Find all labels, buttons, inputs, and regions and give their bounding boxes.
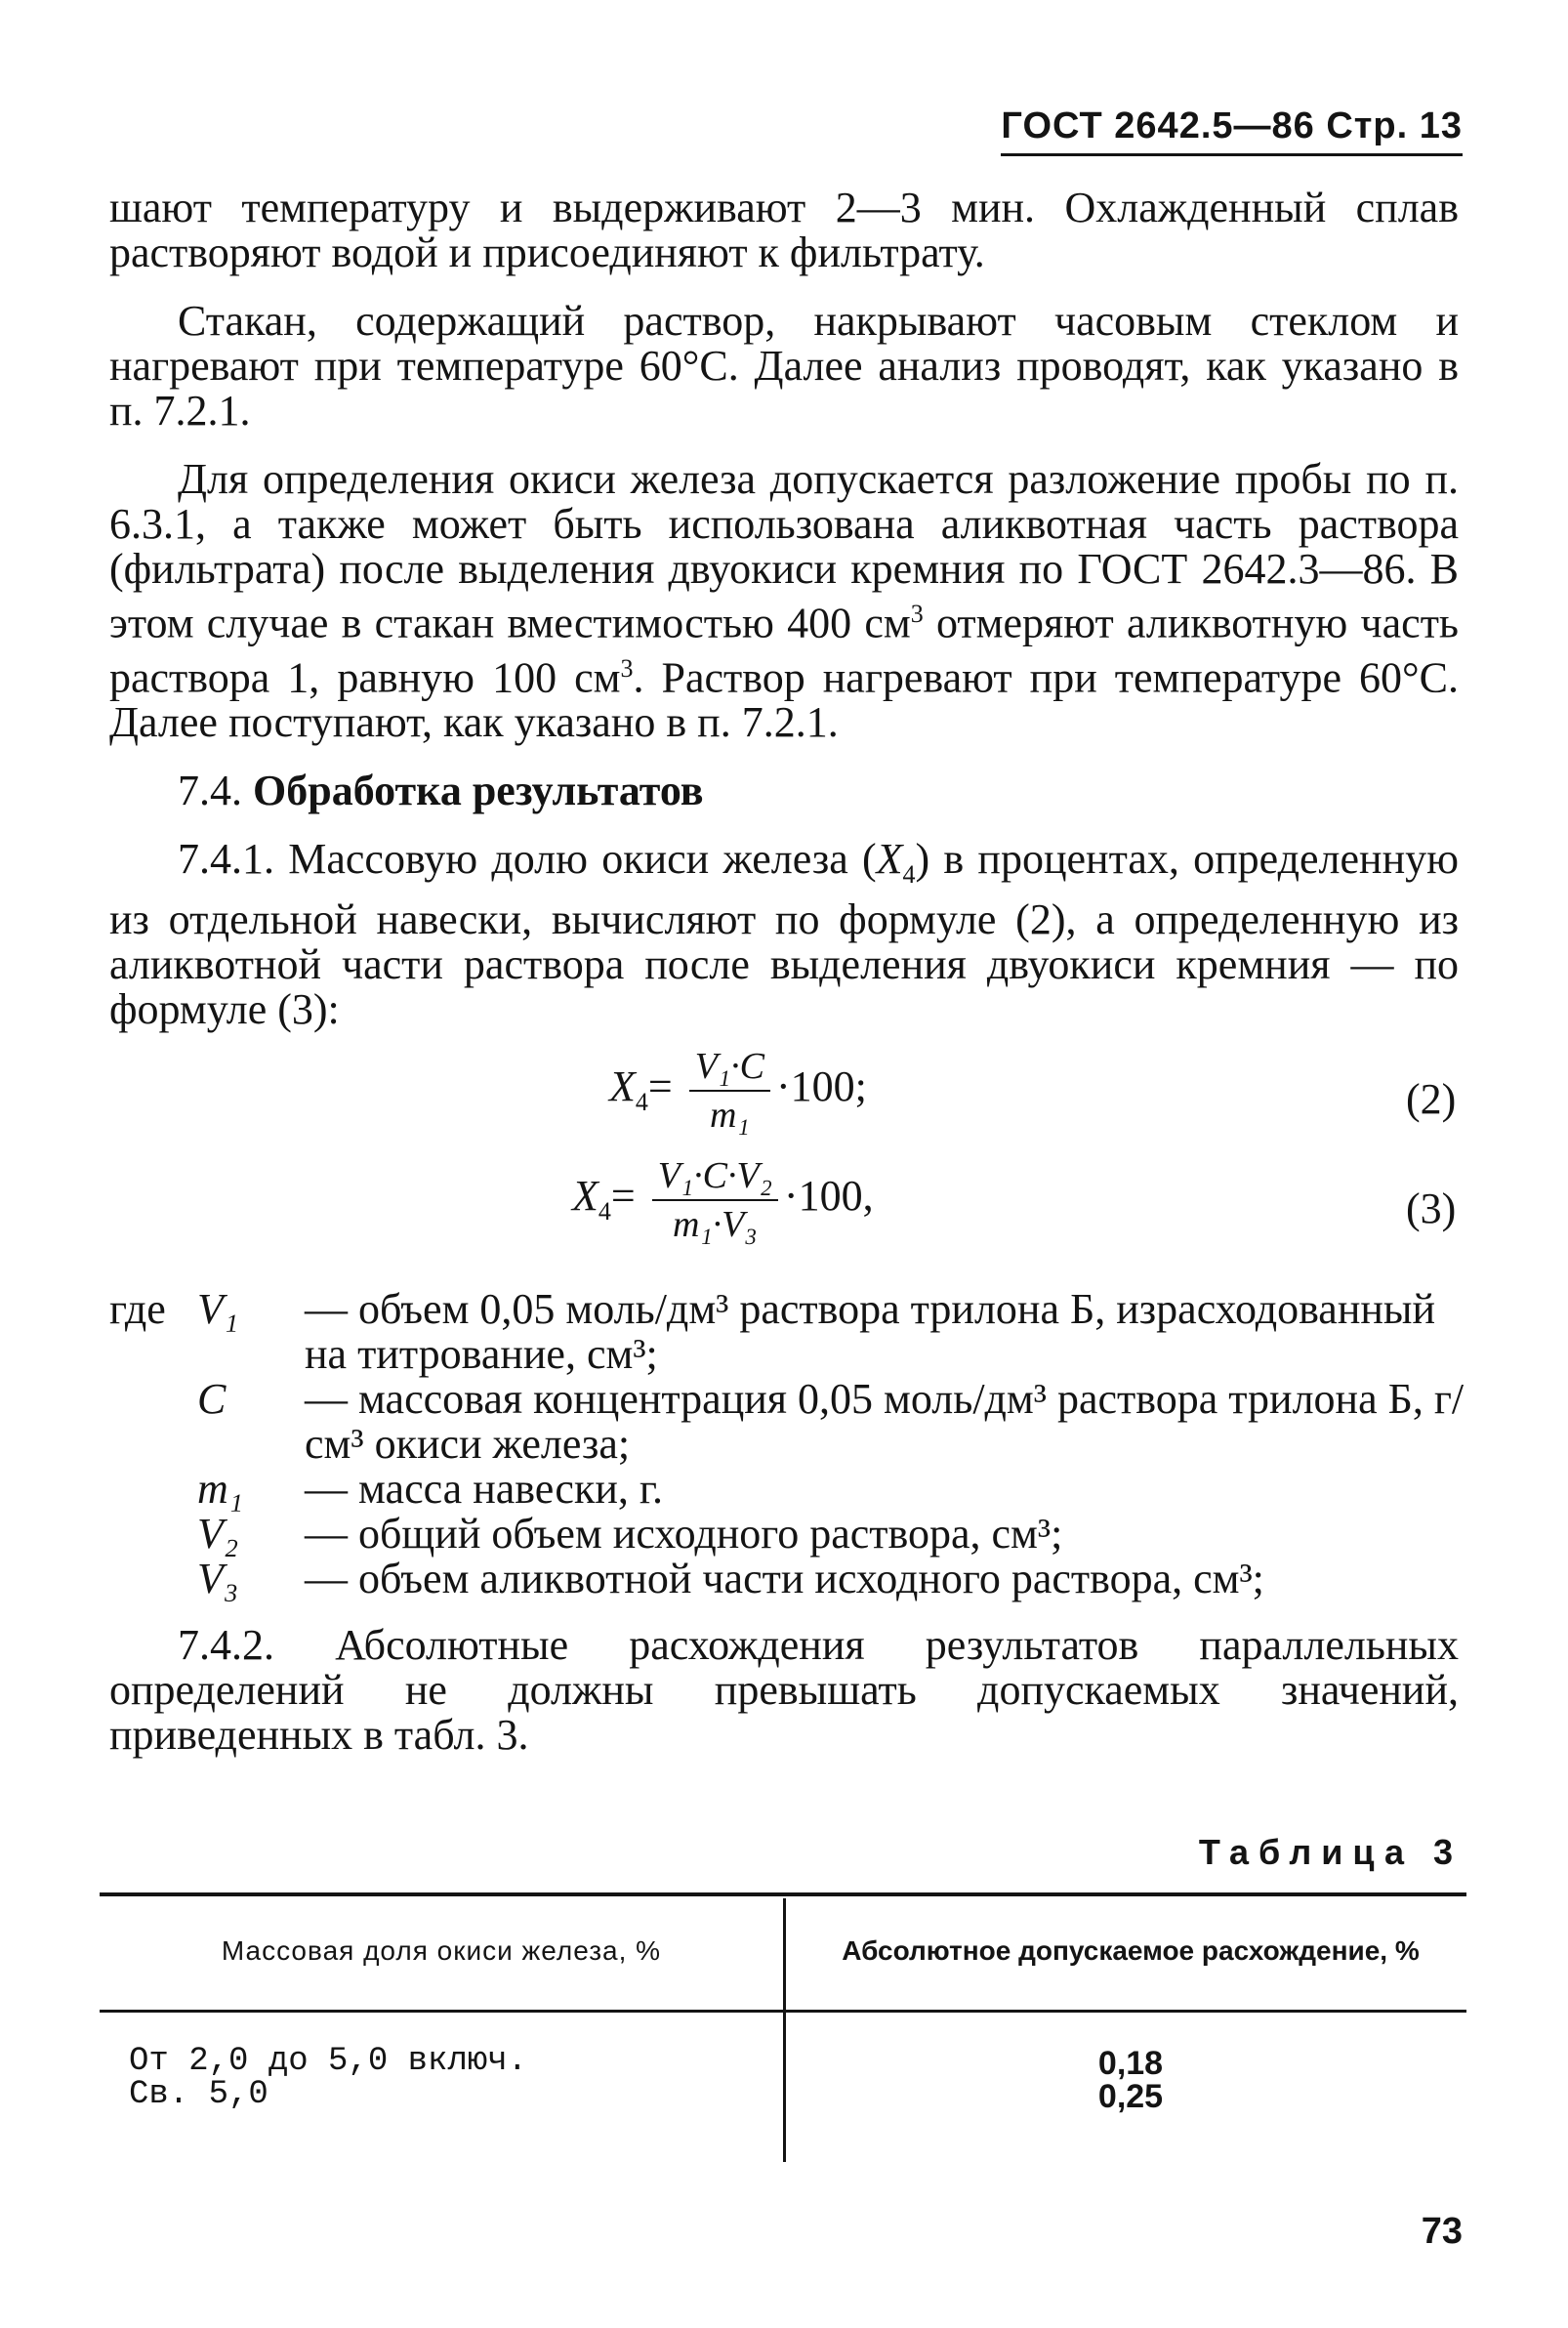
definition-row	[109, 1512, 1466, 1557]
formula-3-denominator: m₁·V₃	[673, 1204, 758, 1245]
p741-part-b: ) в процентах, определенную из отдельной навески, вычисляют по формуле (2), а определенную из аликвотной части раствора после выделения двуокиси кремния — по формуле (3):	[109, 835, 1459, 1034]
definition-row	[109, 1287, 1466, 1377]
definition-row	[109, 1377, 1466, 1467]
p3-part-b: отмеряют аликвотную часть раствора 1, равную 100 см	[109, 599, 1459, 702]
formula-2-lhs-sub: 4	[635, 1087, 648, 1116]
section-heading	[109, 769, 1459, 813]
definition-symbol: C	[197, 1375, 227, 1423]
table-cell-value: 0,18	[1097, 2045, 1164, 2082]
body-text-block	[109, 186, 1459, 1032]
formula-3	[572, 1154, 874, 1252]
definition-text: — объем 0,05 моль/дм³ раствора трилона Б, израсходованный на титрование, см³;	[305, 1285, 1436, 1378]
p3-sup-a: 3	[910, 600, 924, 628]
variable-definitions	[109, 1287, 1466, 1601]
formula-2	[609, 1045, 867, 1143]
table-caption: Таблица 3	[1198, 1832, 1463, 1872]
table-header-tolerance: Абсолютное допускаемое расхождение, %	[842, 1935, 1420, 1966]
table-header-range: Массовая доля окиси железа, %	[221, 1935, 662, 1966]
definition-text: — масса навески, г.	[305, 1465, 663, 1513]
formula-2-denominator: m₁	[710, 1095, 750, 1136]
where-label: где	[109, 1285, 166, 1333]
formula-2-fraction	[689, 1045, 770, 1137]
table-top-rule	[100, 1892, 1466, 1896]
definition-text: — объем аликвотной части исходного раствора, см³;	[305, 1555, 1264, 1602]
definition-row	[109, 1467, 1466, 1512]
formula-3-eq: =	[610, 1172, 636, 1221]
formula-3-number: (3)	[1406, 1185, 1457, 1232]
table-cell-range: От 2,0 до 5,0 включ.	[129, 2043, 528, 2080]
table-column-separator	[783, 1898, 786, 2162]
table-cell-value: 0,25	[1097, 2078, 1164, 2115]
table-cell-range: Св. 5,0	[129, 2076, 268, 2113]
formula-3-fraction	[652, 1154, 778, 1246]
page-header: ГОСТ 2642.5—86 Стр. 13	[1001, 105, 1463, 156]
definition-symbol: V₁	[197, 1285, 239, 1333]
formula-3-lhs-sub: 4	[598, 1196, 611, 1226]
formula-2-eq: =	[647, 1062, 673, 1111]
definition-symbol: V₃	[197, 1555, 239, 1602]
paragraph-continuation: шают температуру и выдерживают 2—3 мин. Охлажденный сплав растворяют водой и присоединяют к фильтрату.	[109, 184, 1459, 276]
section-title: Обработка результатов	[253, 767, 704, 815]
definition-text: — общий объем исходного раствора, см³;	[305, 1510, 1063, 1558]
definition-text: — массовая концентрация 0,05 моль/дм³ раствора трилона Б, г/см³ окиси железа;	[305, 1375, 1465, 1468]
formula-2-number: (2)	[1406, 1075, 1457, 1123]
body-text-block-2	[109, 1623, 1459, 1758]
p3-part-a: Для определения окиси железа допускается разложение пробы по п. 6.3.1, а также может быть использована аликвотная часть раствора (фильтрата) после выделения двуокиси кремния по ГОСТ 2642.3—86. В этом случае в стакан вместимостью 400 см	[109, 455, 1459, 647]
definition-row	[109, 1557, 1466, 1601]
p3-sup-b: 3	[620, 653, 634, 683]
formula-2-rest: ·100;	[776, 1062, 867, 1111]
p3-part-c: . Раствор нагревают при температуре 60°С. Далее поступают, как указано в п. 7.2.1.	[109, 653, 1460, 747]
definition-symbol: V₂	[197, 1510, 239, 1558]
page-number: 73	[1421, 2211, 1463, 2252]
p741-symbol-sub: 4	[902, 860, 916, 890]
p741-symbol: X	[876, 835, 903, 884]
formula-3-lhs: X	[572, 1172, 598, 1221]
paragraph-iron-oxide-determination	[109, 457, 1459, 745]
paragraph-7-4-2: 7.4.2. Абсолютные расхождения результатов параллельных определений не должны превышать допускаемых значений, приведенных в табл. 3.	[109, 1621, 1459, 1759]
formula-2-numerator: V₁·C	[689, 1045, 770, 1092]
p741-part-a: 7.4.1. Массовую долю окиси железа (	[178, 835, 877, 884]
paragraph-7-4-1	[109, 837, 1459, 1032]
definition-symbol: m₁	[197, 1465, 244, 1513]
formula-3-numerator: V₁·C·V₂	[652, 1154, 778, 1201]
paragraph-beaker: Стакан, содержащий раствор, накрывают часовым стеклом и нагревают при температуре 60°С. Далее анализ проводят, как указано в п. 7.2.1.	[109, 297, 1459, 435]
section-number: 7.4.	[178, 767, 242, 815]
formula-3-rest: ·100,	[783, 1172, 874, 1221]
formula-2-lhs: X	[609, 1062, 636, 1111]
